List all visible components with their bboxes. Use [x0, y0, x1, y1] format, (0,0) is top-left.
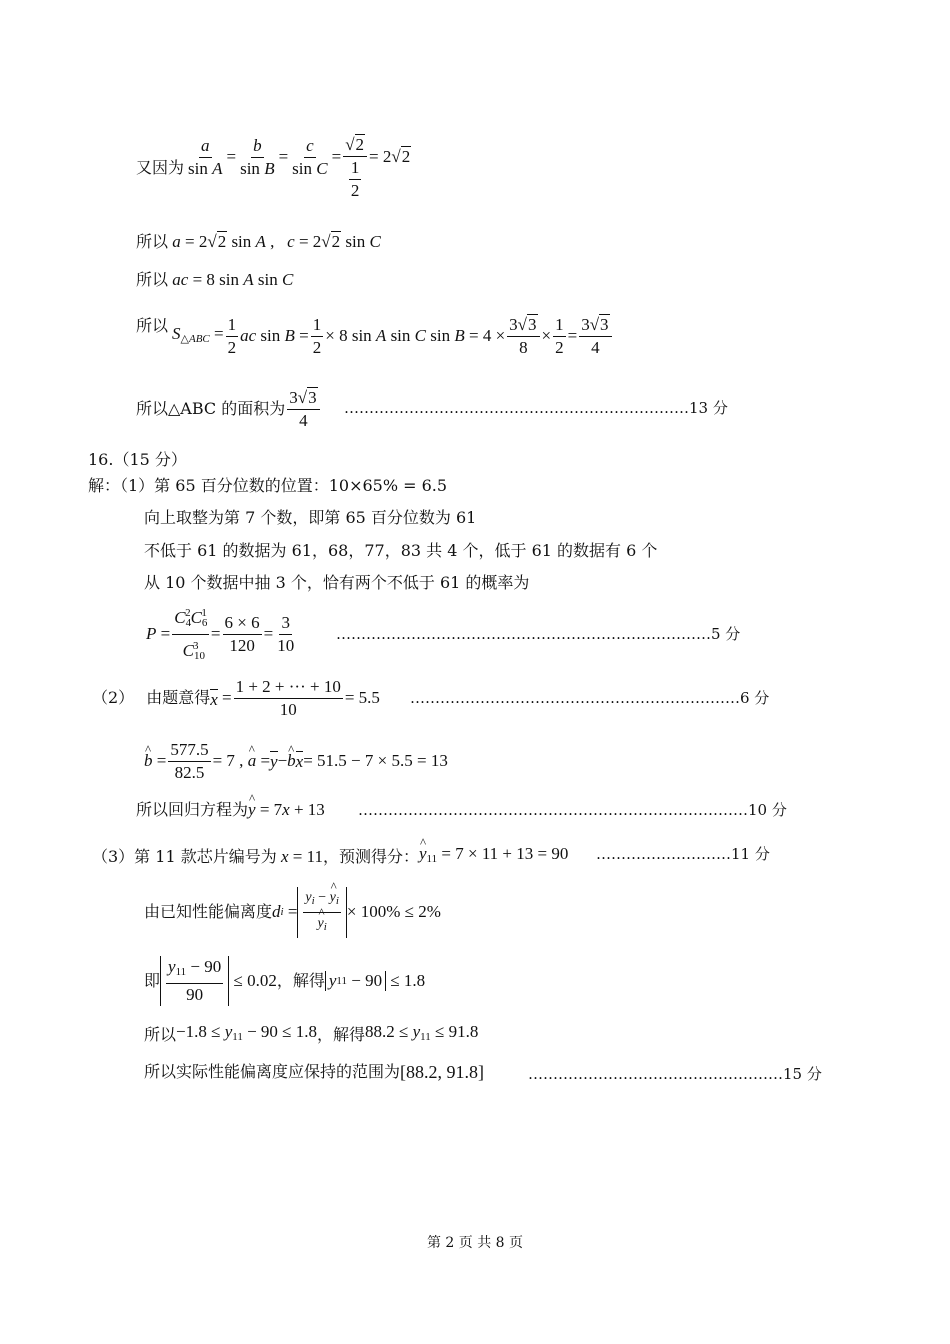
jiede-text: ，解得	[276, 971, 325, 990]
question-16-header: 16.（15 分）	[88, 450, 187, 469]
text-youyinwei: 又因为	[136, 158, 185, 177]
q16-part1-line: 解：（1）第 65 百分位数的位置：10×65% = 6.5	[88, 476, 448, 495]
jiede-text-2: ，解得	[317, 1024, 366, 1044]
ac-product-line	[136, 270, 293, 290]
area-formula: $S_{\triangle ABC}$ = $\frac{1}{2}$ ac sin B = $\frac{1}{2}$ × 8 sin A sin C sin B = 4 × $\frac{3√3}{8}$ × $\frac{1}{2}$ = $\frac{3√3}{4}$	[168, 314, 614, 359]
law-of-sines-line	[136, 130, 411, 206]
deviation-definition-line: 由已知性能偏离度 d i = $y_i$ − ^ $y_i$ ^ $y_i$ × 100% ≤ 2%	[144, 884, 441, 940]
regression-equation-line: 所以回归方程为 ^ y = 7x + 13	[136, 800, 325, 820]
regression-coef-line: ^ b = $\frac{577.5}{82.5}$ = 7 , ^ a = y − ^ b x = 51.5 − 7 × 5.5 = 13	[144, 736, 448, 786]
a-c-formula: a = 2√2 sin A , c = 2√2 sin C	[172, 232, 381, 251]
final-range-text: 所以实际性能偏离度应保持的范围为	[144, 1062, 401, 1081]
text-suoyi: 所以	[136, 270, 169, 289]
area-result-line	[136, 385, 322, 433]
part3-text: （3）第 11 款芯片编号为	[92, 846, 277, 866]
deviation-text: 由已知性能偏离度	[144, 902, 273, 921]
probability-formula: P = $\frac{C_4^2C_6^1}{C_{10}^3}$ = $\frac{6 \times 6}{120}$ = $\frac{3}{10}$	[146, 608, 298, 660]
q16-part2-line: （2） 由题意得 x = $\frac{1 + 2 + \cdot\cdot\cdot + 10}{10}$ = 5.5	[92, 676, 380, 719]
area-result-text: 所以△ABC 的面积为	[136, 399, 286, 418]
regression-text: 所以回归方程为	[136, 800, 249, 819]
suoyi-text: 所以	[144, 1024, 177, 1044]
inequality-line: 即 $\frac{y_{11} - 90}{90}$ ≤ 0.02 ，解得 y 11 − 90 ≤ 1.8	[144, 957, 426, 1004]
score-15: ……………………………………………15 分	[528, 1065, 822, 1083]
score-6: …………………………………………………………6 分	[410, 689, 770, 707]
range-derivation-line: 所以 $-1.8 \le y_{11} - 90 \le 1.8$ ，解得 $88.2 \le y_{11} \le 91.8$	[144, 1022, 479, 1044]
part2-label: （2）	[92, 688, 135, 707]
score-13: ……………………………………………………………13 分	[344, 399, 728, 417]
law-of-sines-formula: $\frac{a}{\text{sin A}}$ = $\frac{b}{\text{sin B}}$ = $\frac{c}{\text{sin C}}$ = $\frac{√2}{\frac{1}{2}}$ = 2√2	[188, 135, 411, 200]
part3-mid: ，预测得分：	[322, 846, 419, 866]
ji-text: 即	[144, 971, 161, 990]
score-10: ……………………………………………………………………10 分	[358, 801, 787, 819]
q16-part3-line: （3）第 11 款芯片编号为 x = 11 ，预测得分： ^ $y_{11} = 7 \times 11 + 13 = 90$	[92, 844, 568, 869]
ac-formula: ac = 8 sin A sin C	[172, 270, 294, 289]
part2-text: 由题意得	[146, 688, 211, 707]
area-value: $\frac{3√3}{4}$	[285, 387, 321, 432]
score-11: ………………………11 分	[596, 845, 770, 863]
text-suoyi: 所以	[136, 232, 169, 251]
score-5: …………………………………………………………………5 分	[336, 625, 741, 643]
final-range-line: 所以实际性能偏离度应保持的范围为 [88.2, 91.8]	[144, 1062, 485, 1082]
text-suoyi: 所以	[136, 316, 169, 335]
q16-part1-ceil: 向上取整为第 7 个数，即第 65 百分位数为 61	[144, 508, 477, 527]
q16-part1-count: 不低于 61 的数据为 61，68，77，83 共 4 个，低于 61 的数据有 6 个	[144, 541, 658, 560]
area-calc-line	[136, 310, 614, 362]
page-footer: 第 2 页 共 8 页	[426, 1235, 524, 1251]
a-c-expression-line	[136, 232, 381, 252]
q16-part1-prob-intro: 从 10 个数据中抽 3 个，恰有两个不低于 61 的概率为	[144, 573, 530, 592]
